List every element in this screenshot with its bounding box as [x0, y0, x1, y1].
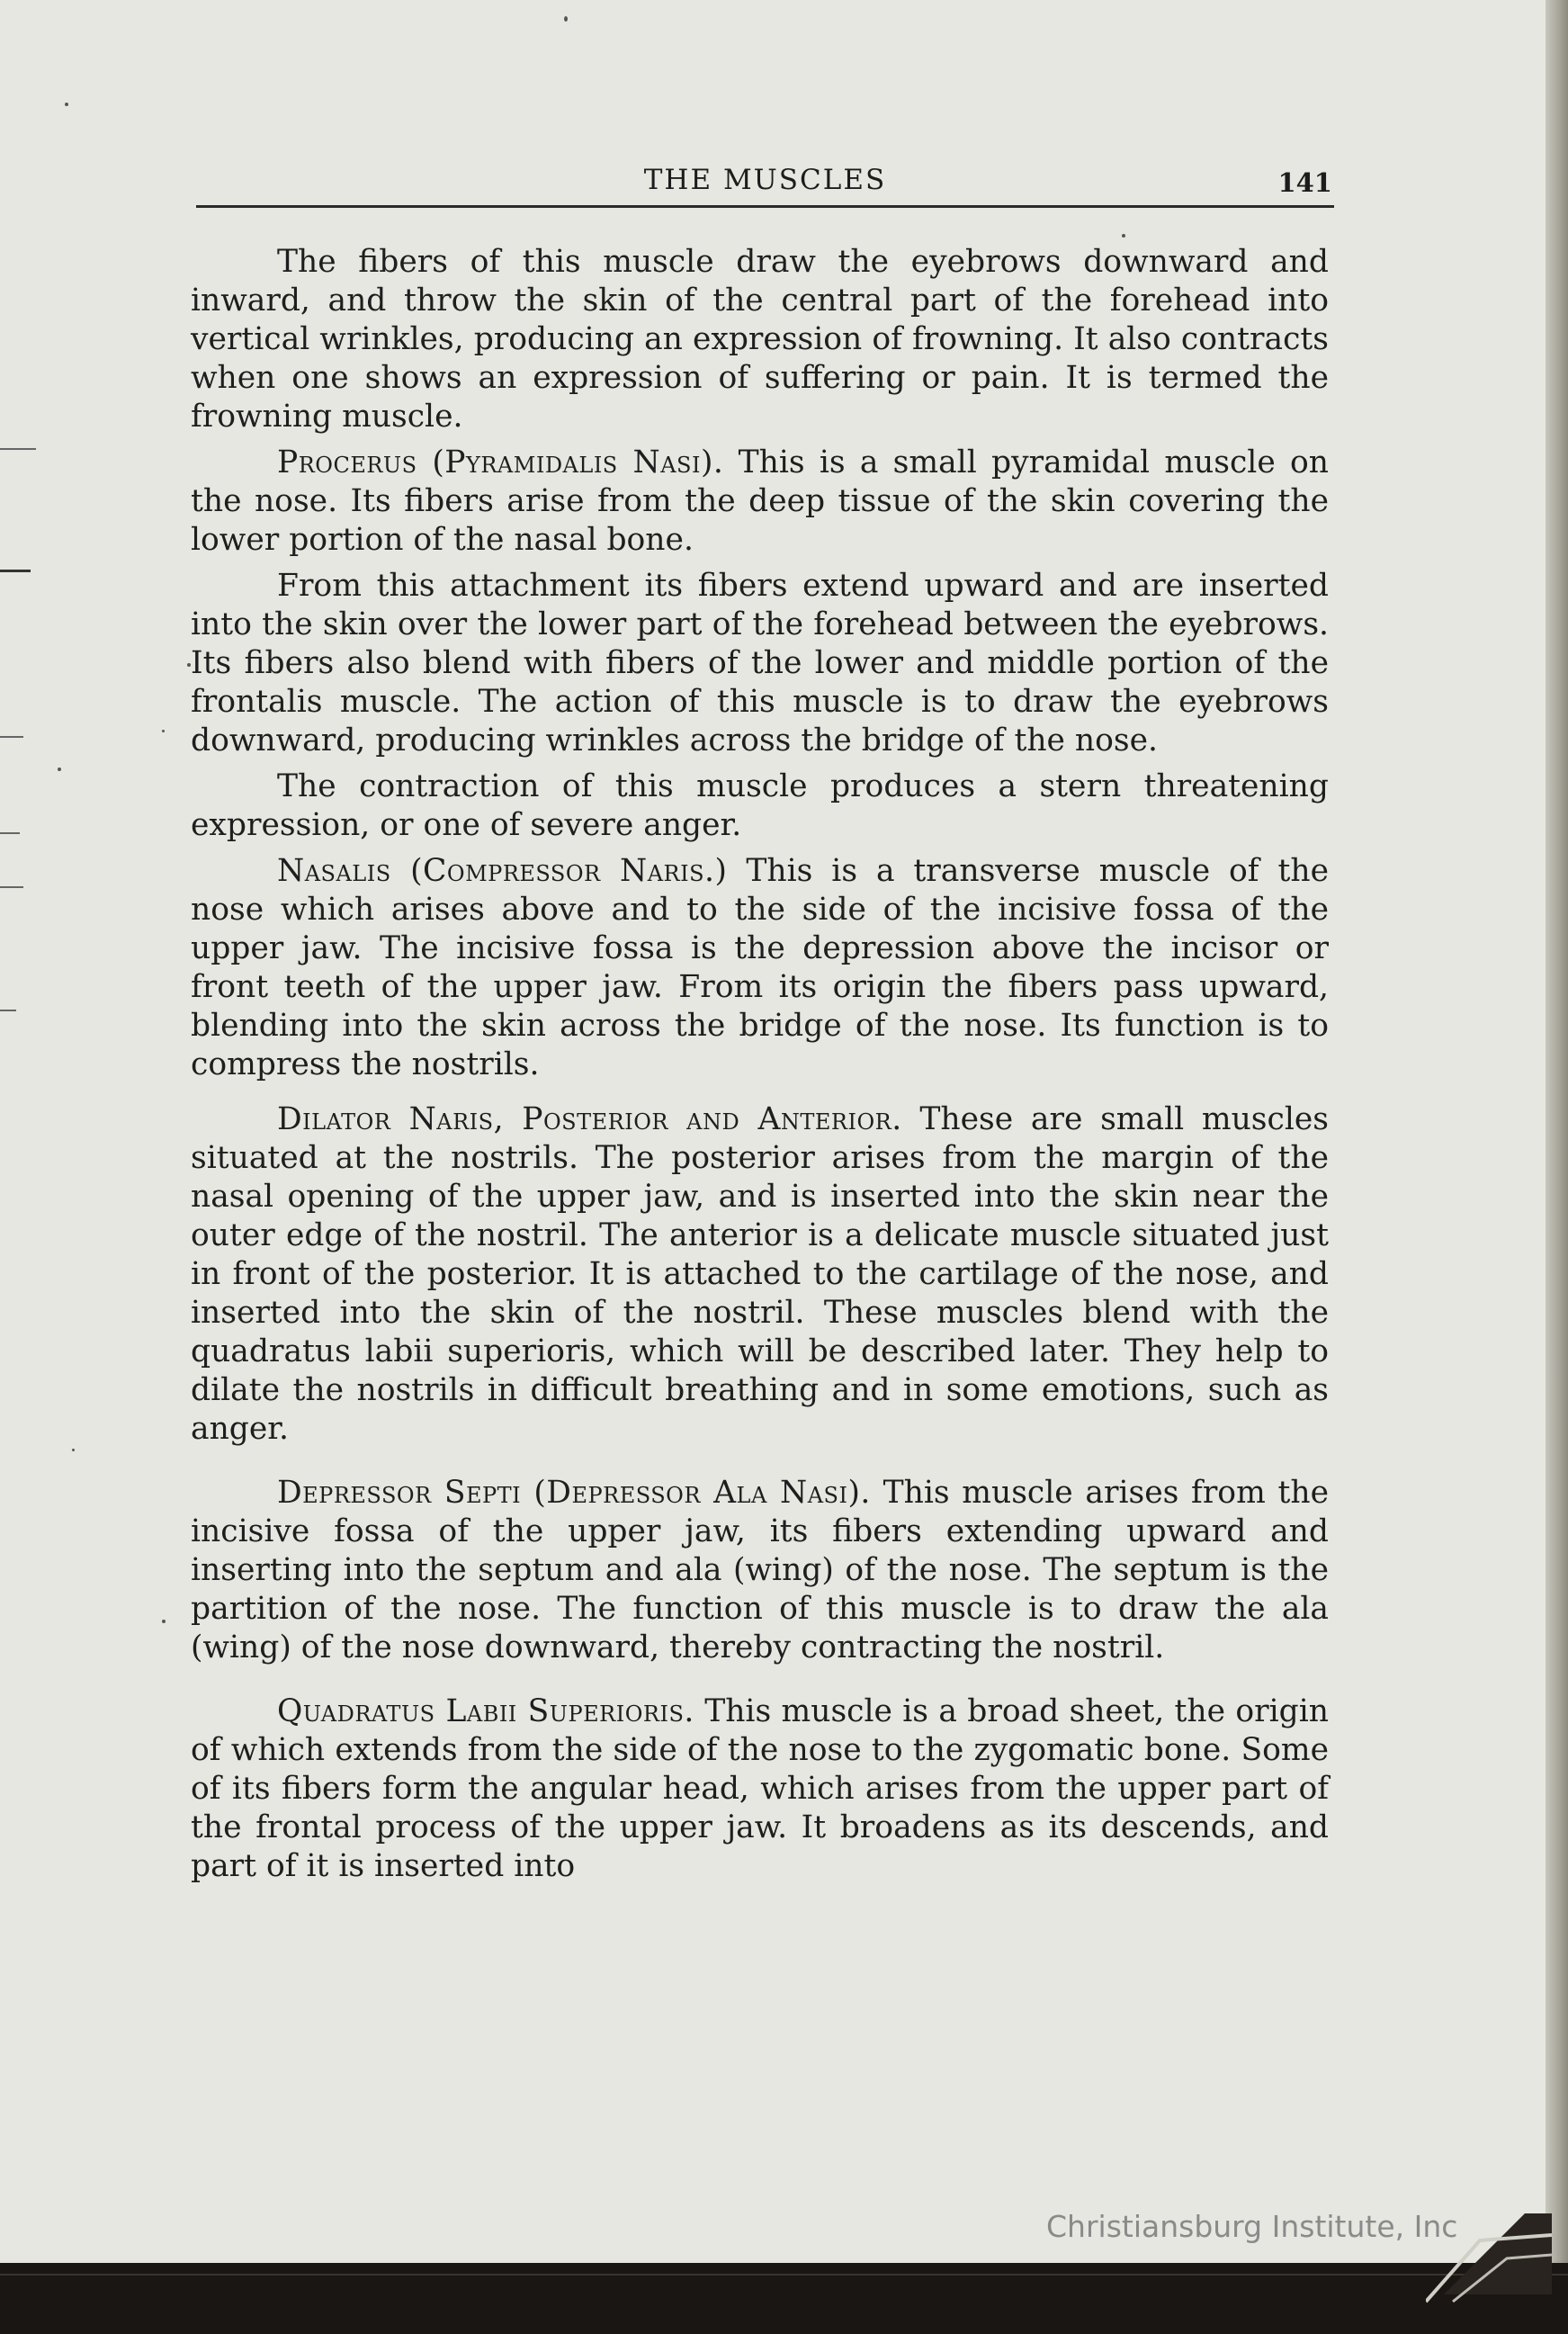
margin-mark	[0, 570, 31, 572]
paragraph-body: This is a transverse muscle of the nose which arises above and to the side of the incisive fossa of the upper jaw. The incisive fossa is the depression above the incisor or front teeth of the upper jaw. From its origin the fibers pass upward, blending into the skin across the bridge of the nose. Its function is to compress the nostrils.	[191, 853, 1329, 1082]
paragraph-heading: Depressor Septi (Depressor Ala Nasi).	[277, 1475, 871, 1511]
paragraph-body: These are small muscles situated at the nostrils. The posterior arises from the margin of the nasal opening of the upper jaw, and is inserted into the skin near the outer edge of the nostril. The anterior is a delicate muscle situated just in front of the posterior. It is attached to the cartilage of the nose, and inserted into the skin of the nostril. These muscles blend with the quadratus labii superioris, which will be described later. They help to dilate the nostrils in difficult breathing and in some emotions, such as anger.	[191, 1101, 1329, 1447]
paragraph-heading: Dilator Naris, Posterior and Anterior.	[277, 1101, 902, 1137]
header-rule	[196, 205, 1334, 208]
watermark-credit: Christiansburg Institute, Inc	[1046, 2209, 1458, 2244]
margin-mark	[0, 1010, 16, 1011]
paragraph-dilator-naris	[191, 1100, 1329, 1449]
paper-speck	[162, 730, 165, 732]
margin-mark	[0, 886, 23, 888]
body-text	[191, 243, 1329, 1902]
paragraph-heading: Procerus (Pyramidalis Nasi).	[277, 444, 724, 480]
page-number: 141	[1277, 167, 1332, 198]
paragraph-nasalis	[191, 852, 1329, 1084]
paragraph-body: This muscle arises from the incisive fossa of the upper jaw, its fibers extending upward and inserting into the septum and ala (wing) of the nose. The septum is the partition of the nose. The function of this muscle is to draw the ala (wing) of the nose downward, thereby contracting the nostril.	[191, 1475, 1330, 1665]
strip-line	[0, 2274, 1568, 2276]
paper-speck	[1122, 234, 1125, 238]
paragraph-body: This muscle is a broad sheet, the origin of which extends from the side of the nose to the zygomatic bone. Some of its fibers form the angular head, which arises from the upper part of the frontal process of the upper jaw. It broadens as its descends, and part of it is inserted into	[191, 1693, 1329, 1884]
scan-background	[0, 2263, 1568, 2334]
paper-speck	[564, 16, 568, 22]
paper-speck	[58, 768, 61, 771]
paper-speck	[72, 1449, 75, 1451]
margin-mark	[0, 736, 23, 738]
header-title: THE MUSCLES	[643, 164, 887, 196]
paragraph-contraction	[191, 768, 1329, 845]
paragraph-depressor-septi	[191, 1474, 1329, 1667]
paragraph-body: The fibers of this muscle draw the eyebrows downward and inward, and throw the skin of the central part of the forehead into vertical wrinkles, producing an expression of frowning. It also contracts when one shows an expression of suffering or pain. It is termed the frowning muscle.	[191, 244, 1329, 435]
paragraph-frowning	[191, 243, 1329, 436]
page-edge	[1546, 0, 1568, 2263]
paragraph-procerus-attachment	[191, 567, 1329, 760]
paragraph-quadratus-labii	[191, 1692, 1329, 1886]
paragraph-body: From this attachment its fibers extend upward and are inserted into the skin over the lower part of the forehead between the eyebrows. Its fibers also blend with fibers of the lower and middle portion of the frontalis muscle. The action of this muscle is to draw the eyebrows downward, producing wrinkles across the bridge of the nose.	[191, 568, 1329, 759]
paragraph-heading: Nasalis (Compressor Naris.)	[277, 853, 728, 889]
margin-mark	[0, 832, 20, 834]
paragraph-body: The contraction of this muscle produces a stern threatening expression, or one of severe anger.	[191, 768, 1329, 843]
paper-speck	[162, 1620, 166, 1623]
margin-mark	[0, 448, 36, 450]
paragraph-heading: Quadratus Labii Superioris.	[277, 1693, 694, 1729]
paragraph-procerus	[191, 444, 1329, 560]
paragraph-body: This is a small pyramidal muscle on the nose. Its fibers arise from the deep tissue of the skin covering the lower portion of the nasal bone.	[191, 444, 1329, 558]
running-header	[196, 164, 1334, 205]
paper-speck	[65, 103, 68, 106]
